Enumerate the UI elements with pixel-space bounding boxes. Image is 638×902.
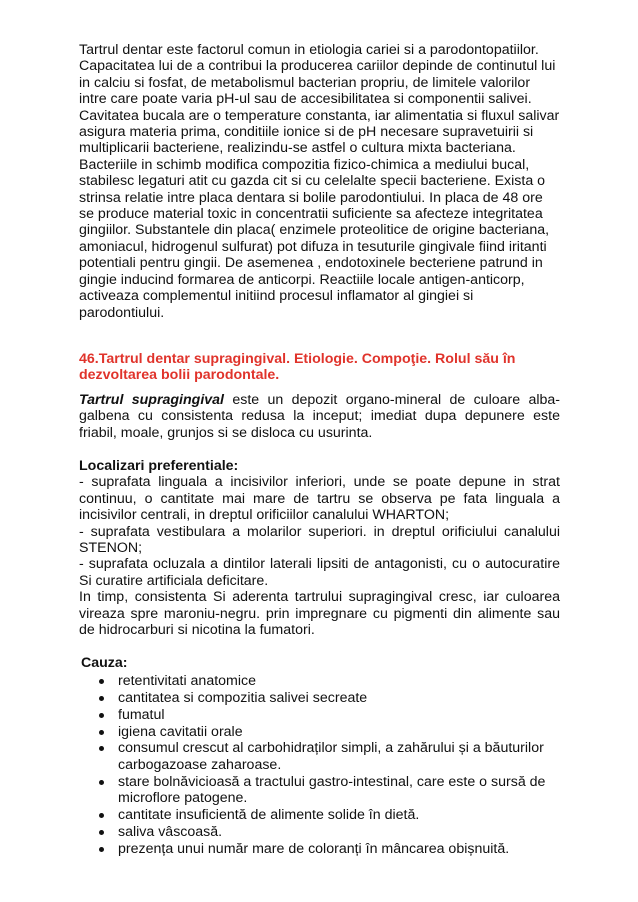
spacer: [79, 638, 560, 655]
list-item-text: retentivitati anatomice: [118, 672, 257, 689]
list-item: [79, 824, 560, 840]
list-item: [79, 807, 560, 823]
spacer: [79, 321, 560, 351]
location-item: - suprafata ocluzala a dintilor laterali lipsiti de antagonisti, cu o autocuratire Si curatire artificiala deficitare.: [79, 556, 560, 589]
list-item: [79, 724, 560, 740]
list-item: [79, 774, 560, 807]
bullet-icon: [99, 713, 104, 718]
location-item: - suprafata linguala a incisivilor inferiori, unde se poate depune in strat continuu, o cantitate mai mare de tartru se observa pe fata linguala a incisivilor centrali, in dreptul orificiilor canalului WHARTON;: [79, 474, 560, 524]
cauza-title: Cauza:: [81, 655, 128, 672]
list-item-text: consumul crescut al carbohidraților simpli, a zahărului și a băuturilor carbogazoase zaharoase.: [118, 740, 544, 773]
list-item: [79, 740, 560, 773]
list-item-text: fumatul: [118, 706, 165, 723]
list-item-text: stare bolnăvicioasă a tractului gastro-intestinal, care este o sursă de microflore patogene.: [118, 773, 546, 807]
intro-paragraph: Tartrul dentar este factorul comun in etiologia cariei si a parodontopatiilor. Capacitatea lui de a contribui la producerea cariilor depinde de continutul lui in calciu si fosfat, de metabolismul bacterian propriu, de limitele valorilor intre care poate varia pH-ul sau de accesibilitatea si componentii salivei. Cavitatea bucala are o temperature constanta, iar alimentatia si fluxul salivar asigura materia prima, conditiile ionice si de pH necesare supravetuirii si multiplicarii bacteriene, realizindu-se astfel o cultura mixta bacteriana. Bacteriile in schimb modifica compozitia fizico-chimica a mediului bucal, stabilesc legaturi atit cu gazda cit si cu celelalte specii bacteriene. Exista o strinsa relatie intre placa dentara si bolile parodontiului. In placa de 48 ore se produce material toxic in concentratii suficiente sa afecteze integritatea gingiilor. Substantele din placa( enzimele proteolitice de origine bacteriana, amoniacul, hidrogenul sulfurat) pot difuza in tesuturile gingivale fiind iritanti potentiali pentru gingii. De asemenea , endotoxinele becteriene patrund in gingie inducind formarea de anticorpi. Reactiile locale antigen-anticorp, activeaza complementul initiind procesul inflamator al gingiei si parodontiului.: [79, 42, 560, 321]
bullet-icon: [99, 679, 104, 684]
definition-term: Tartrul supragingival: [79, 391, 224, 408]
bullet-icon: [99, 847, 104, 852]
list-item-text: saliva vâscoasă.: [118, 823, 223, 840]
list-item: [79, 841, 560, 857]
definition-paragraph: [79, 392, 560, 441]
spacer: [79, 441, 560, 458]
bullet-icon: [99, 813, 104, 818]
location-item: - suprafata vestibulara a molarilor superiori. in dreptul orificiului canalului STENON;: [79, 523, 560, 556]
cauza-list: [79, 673, 560, 857]
locations-closing: In timp, consistenta Si aderenta tartrului supragingival cresc, iar culoarea vireaza spre maroniu-negru. prin impregnare cu pigmenti din alimente sau de hidrocarburi si nicotina la fumatori.: [79, 589, 560, 638]
document-page: [79, 42, 560, 858]
list-item-text: cantitate insuficientă de alimente solide în dietă.: [118, 807, 420, 824]
bullet-icon: [99, 780, 104, 785]
list-item: [79, 673, 560, 689]
bullet-icon: [99, 696, 104, 701]
locations-title: Localizari preferentiale:: [79, 457, 239, 474]
list-item-text: igiena cavitatii orale: [118, 723, 243, 740]
list-item-text: prezența unui număr mare de coloranți în mâncarea obișnuită.: [118, 840, 510, 857]
bullet-icon: [99, 830, 104, 835]
list-item-text: cantitatea si compozitia salivei secreate: [118, 689, 368, 706]
definition-text: este un depozit organo-mineral de culoare alba-galbena cu consistenta redusa la inceput; imediat dupa depunere este friabil, moale, grunjos si se disloca cu usurinta.: [79, 391, 561, 441]
section-heading: 46.Tartrul dentar supragingival. Etiologie. Compoţie. Rolul său în dezvoltarea bolii parodontale.: [79, 350, 516, 384]
bullet-icon: [99, 746, 104, 751]
list-item: [79, 707, 560, 723]
list-item: [79, 690, 560, 706]
bullet-icon: [99, 730, 104, 735]
